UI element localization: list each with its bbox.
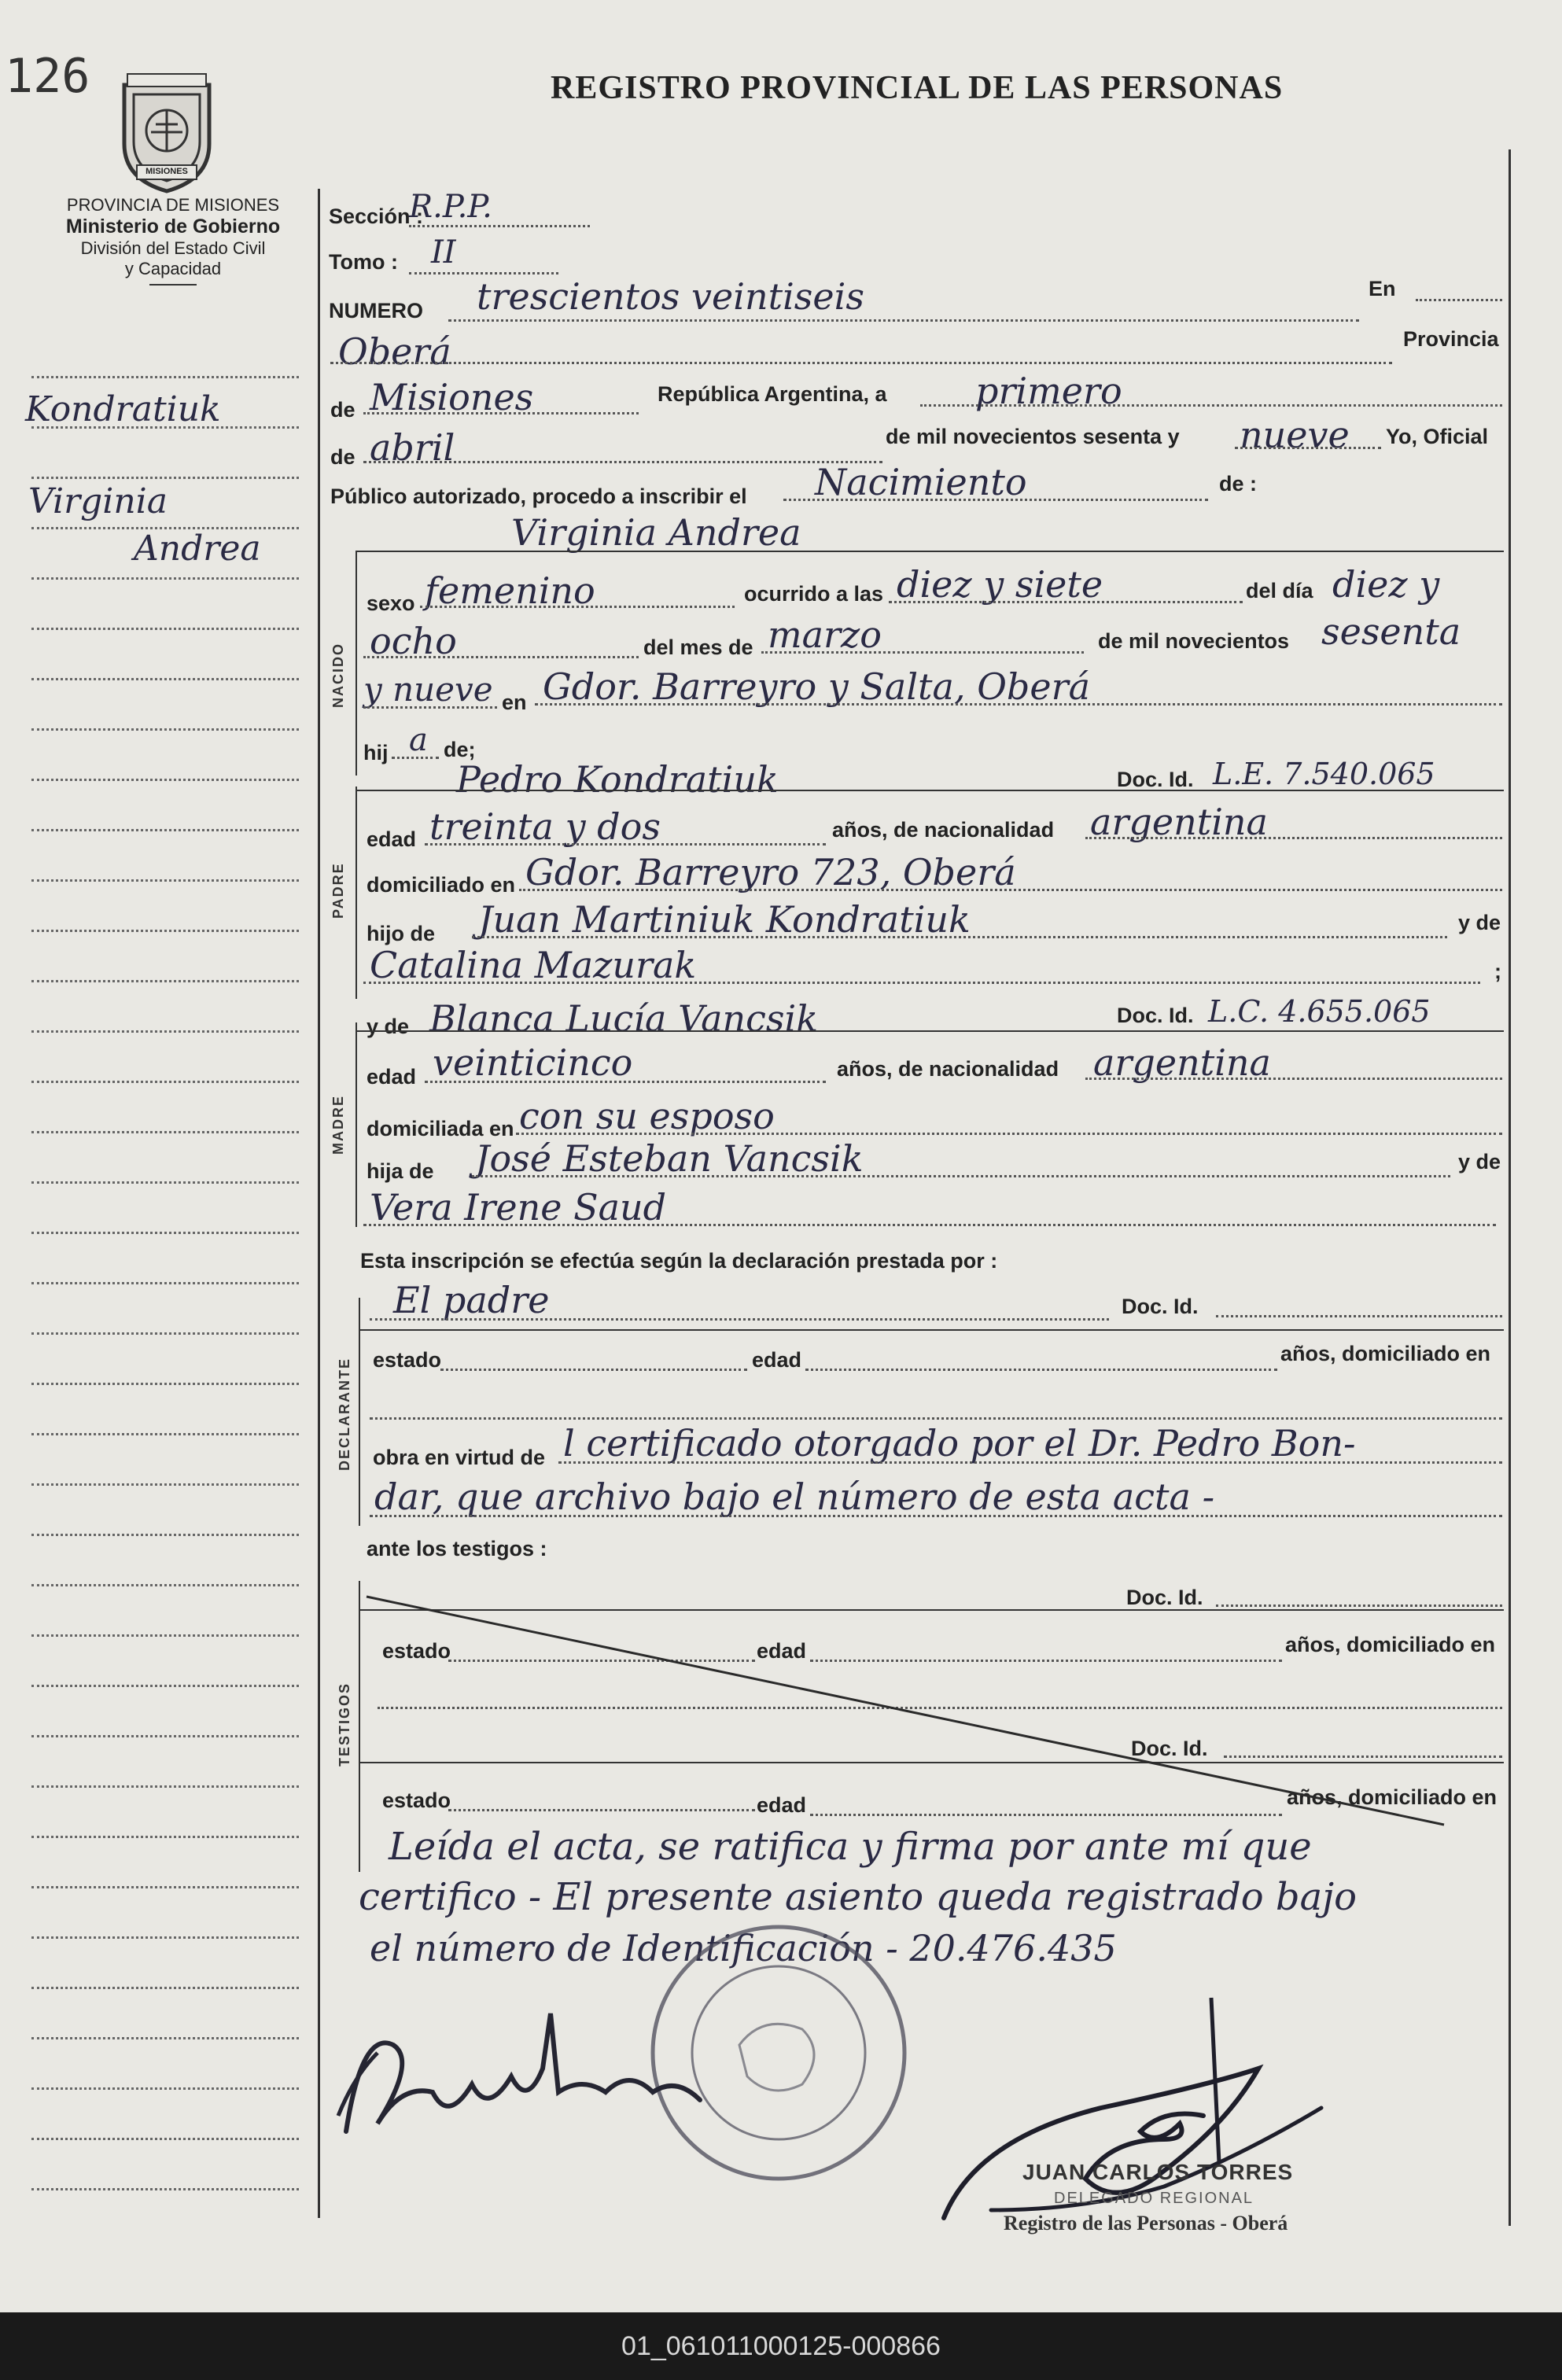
margin-rule-line: [31, 1936, 299, 1939]
margin-given-name-2: Andrea: [134, 529, 261, 569]
hij-value: a: [409, 722, 428, 758]
de3-label: de :: [1219, 472, 1258, 496]
margin-rule-line: [31, 728, 299, 731]
margin-rule-line: [31, 2037, 299, 2039]
obra-value-2: dar, que archivo bajo el número de esta acta -: [374, 1476, 1215, 1518]
margin-rule-line: [31, 2087, 299, 2090]
padre-dom-value: Gdor. Barreyro 723, Oberá: [525, 851, 1016, 893]
padre-hijo-label: hijo de: [367, 922, 435, 945]
margin-rule-line: [31, 879, 299, 882]
margin-rule-line: [31, 1131, 299, 1133]
margin-rule-line: [31, 577, 299, 580]
anio-label: de mil novecientos: [1098, 629, 1290, 653]
padre-semicolon: ;: [1494, 960, 1501, 983]
testigo1-estado-label: estado: [382, 1639, 451, 1663]
image-id-footer: 01_061011000125-000866: [0, 2312, 1562, 2380]
hora-value: diez y siete: [897, 563, 1103, 606]
margin-rule-line: [31, 1081, 299, 1083]
declarante-name: El padre: [393, 1279, 550, 1321]
madre-side-label: MADRE: [330, 1095, 346, 1155]
city-value: Oberá: [338, 330, 451, 373]
authority-province: PROVINCIA DE MISIONES: [66, 195, 280, 215]
margin-rule-line: [31, 1685, 299, 1687]
seccion-label: Sección :: [329, 204, 424, 228]
madre-nac-label: años, de nacionalidad: [837, 1057, 1059, 1081]
margin-surname: Kondratiuk: [25, 389, 221, 429]
margin-rule-line: [31, 1634, 299, 1637]
margin-rule-line: [31, 980, 299, 982]
margin-rule-line: [31, 829, 299, 831]
padre-hijo-value: Juan Martiniuk Kondratiuk: [478, 898, 971, 941]
padre-edad-label: edad: [367, 827, 417, 851]
lugar-en-label: en: [502, 691, 527, 714]
margin-rule-line: [31, 930, 299, 932]
margin-rule-line: [31, 1836, 299, 1838]
dia-value-1: diez y: [1332, 563, 1440, 606]
testigo1-anios-label: años, domiciliado en: [1285, 1633, 1496, 1656]
margin-rule-line: [31, 628, 299, 630]
testigo2-anios-label: años, domiciliado en: [1287, 1785, 1498, 1809]
day-value: primero: [975, 370, 1122, 412]
margin-rule-line: [31, 1534, 299, 1536]
margin-rule-line: [31, 1735, 299, 1737]
margin-rule-line: [31, 1282, 299, 1284]
declarante-doc-label: Doc. Id.: [1122, 1295, 1199, 1318]
padre-doc-value: L.E. 7.540.065: [1213, 757, 1435, 791]
margin-rule-line: [31, 1584, 299, 1586]
acto-value: Nacimiento: [815, 461, 1027, 503]
margin-rule-line: [31, 1181, 299, 1184]
madre-doc-value: L.C. 4.655.065: [1208, 994, 1431, 1029]
year-value: nueve: [1240, 414, 1350, 456]
margin-rule-line: [31, 2188, 299, 2190]
madre-doc-label: Doc. Id.: [1117, 1004, 1194, 1027]
margin-rule-line: [31, 1332, 299, 1335]
authority-ministry: Ministerio de Gobierno: [65, 216, 281, 238]
nacido-side-label: NACIDO: [330, 643, 346, 708]
testigo1-edad-label: edad: [757, 1639, 807, 1663]
margin-rule-line: [31, 1483, 299, 1486]
testigo2-doc-label: Doc. Id.: [1131, 1737, 1208, 1760]
mes-label: del mes de: [643, 636, 753, 659]
testigo1-doc-label: Doc. Id.: [1126, 1586, 1203, 1609]
lugar-value: Gdor. Barreyro y Salta, Oberá: [543, 665, 1090, 708]
margin-rule-line: [31, 1030, 299, 1033]
hij-label: hij: [363, 741, 389, 764]
madre-edad-value: veinticinco: [433, 1041, 633, 1084]
declarante-estado-label: estado: [373, 1348, 442, 1372]
madre-name: Blanca Lucía Vancsik: [429, 997, 819, 1040]
padre-nac-label: años, de nacionalidad: [832, 818, 1055, 842]
madre-yde-label: y de: [367, 1015, 410, 1038]
declarante-intro: Esta inscripción se efectúa según la declaración prestada por :: [360, 1249, 998, 1273]
page-number: 126: [5, 49, 90, 104]
madre-dom-value: con su esposo: [519, 1095, 775, 1137]
oficial-label: Yo, Oficial: [1386, 425, 1489, 448]
margin-rule-line: [31, 1785, 299, 1788]
en-label: En: [1369, 277, 1396, 300]
anio-value-2: y nueve: [363, 670, 493, 709]
month-value: abril: [370, 426, 455, 469]
padre-doc-label: Doc. Id.: [1117, 768, 1194, 791]
obra-value-1: l certificado otorgado por el Dr. Pedro Bon-: [563, 1422, 1356, 1464]
margin-rule-line: [31, 1987, 299, 1989]
de-label: de: [330, 398, 356, 422]
padre-nac-value: argentina: [1090, 801, 1268, 843]
nacido-name: Virginia Andrea: [511, 511, 801, 554]
numero-label: NUMERO: [329, 299, 423, 322]
declarante-anios-label: años, domiciliado en: [1280, 1342, 1491, 1365]
publico-label: Público autorizado, procedo a inscribir el: [330, 484, 747, 508]
de2-label: de: [330, 445, 356, 469]
dia-value-2: ocho: [370, 620, 457, 662]
margin-rule-line: [31, 1383, 299, 1385]
margin-rule-line: [31, 376, 299, 378]
document-title: REGISTRO PROVINCIAL DE LAS PERSONAS: [551, 70, 1284, 106]
year-label: de mil novecientos sesenta y: [886, 425, 1180, 448]
margin-rule-line: [31, 779, 299, 781]
padre-madre-value: Catalina Mazurak: [370, 944, 697, 986]
madre-hija-value: José Esteban Vancsik: [475, 1137, 864, 1180]
province-value: Misiones: [370, 376, 534, 418]
padre-yde-label: y de: [1458, 911, 1501, 934]
crest-banner: MISIONES: [146, 167, 188, 176]
testigo2-edad-label: edad: [757, 1793, 807, 1817]
mes-value: marzo: [768, 613, 882, 656]
declarant-signature-icon: [330, 1982, 755, 2171]
testigos-side-label: TESTIGOS: [337, 1682, 352, 1767]
madre-dom-label: domiciliada en: [367, 1117, 514, 1140]
closing-line-2: certifico - El presente asiento queda registrado bajo: [359, 1875, 1357, 1919]
provincia-label: Provincia: [1403, 327, 1499, 351]
ocurrido-label: ocurrido a las: [744, 582, 884, 606]
madre-yde2-label: y de: [1458, 1150, 1501, 1173]
official-name: JUAN CARLOS TORRES: [1022, 2160, 1294, 2184]
margin-rule-line: [31, 2138, 299, 2140]
sexo-label: sexo: [367, 591, 415, 615]
cancellation-line: [359, 1589, 1507, 1840]
padre-name: Pedro Kondratiuk: [456, 758, 779, 801]
margin-rule-line: [31, 477, 299, 479]
provincial-crest-icon: [116, 69, 217, 195]
padre-dom-label: domiciliado en: [367, 873, 516, 897]
madre-hija-label: hija de: [367, 1159, 434, 1183]
sexo-value: femenino: [425, 569, 595, 612]
margin-rule-line: [31, 1232, 299, 1234]
declarante-side-label: DECLARANTE: [337, 1358, 352, 1471]
tomo-value: II: [431, 234, 456, 271]
official-title: DELEGADO REGIONAL: [1054, 2190, 1254, 2207]
republica-label: República Argentina, a: [658, 382, 887, 406]
tomo-label: Tomo :: [329, 250, 398, 274]
authority-capacity: y Capacidad: [124, 259, 222, 278]
closing-line-3: el número de Identificación - 20.476.435: [370, 1927, 1117, 1969]
testigos-intro: ante los testigos :: [367, 1537, 547, 1560]
padre-edad-value: treinta y dos: [429, 805, 661, 848]
margin-rule-line: [31, 678, 299, 680]
padre-side-label: PADRE: [330, 862, 346, 919]
numero-value: trescientos veintiseis: [477, 275, 864, 318]
madre-madre-value: Vera Irene Saud: [370, 1186, 667, 1229]
margin-rule-line: [31, 1433, 299, 1435]
testigo2-estado-label: estado: [382, 1789, 451, 1812]
madre-nac-value: argentina: [1093, 1041, 1271, 1084]
official-office: Registro de las Personas - Oberá: [1004, 2212, 1288, 2234]
seccion-value: R.P.P.: [409, 189, 492, 225]
de-label-nacido: de;: [444, 738, 476, 761]
anio-value-1: sesenta: [1321, 610, 1461, 653]
margin-given-name-1: Virginia: [28, 481, 168, 521]
dia-label: del día: [1246, 579, 1313, 602]
closing-line-1: Leída el acta, se ratifica y firma por ante mí que: [389, 1825, 1312, 1869]
margin-rule-line: [31, 1886, 299, 1888]
madre-edad-label: edad: [367, 1065, 417, 1089]
obra-label: obra en virtud de: [373, 1446, 546, 1469]
authority-block: [24, 195, 322, 290]
authority-division: División del Estado Civil: [80, 238, 266, 258]
declarante-edad-label: edad: [752, 1348, 802, 1372]
